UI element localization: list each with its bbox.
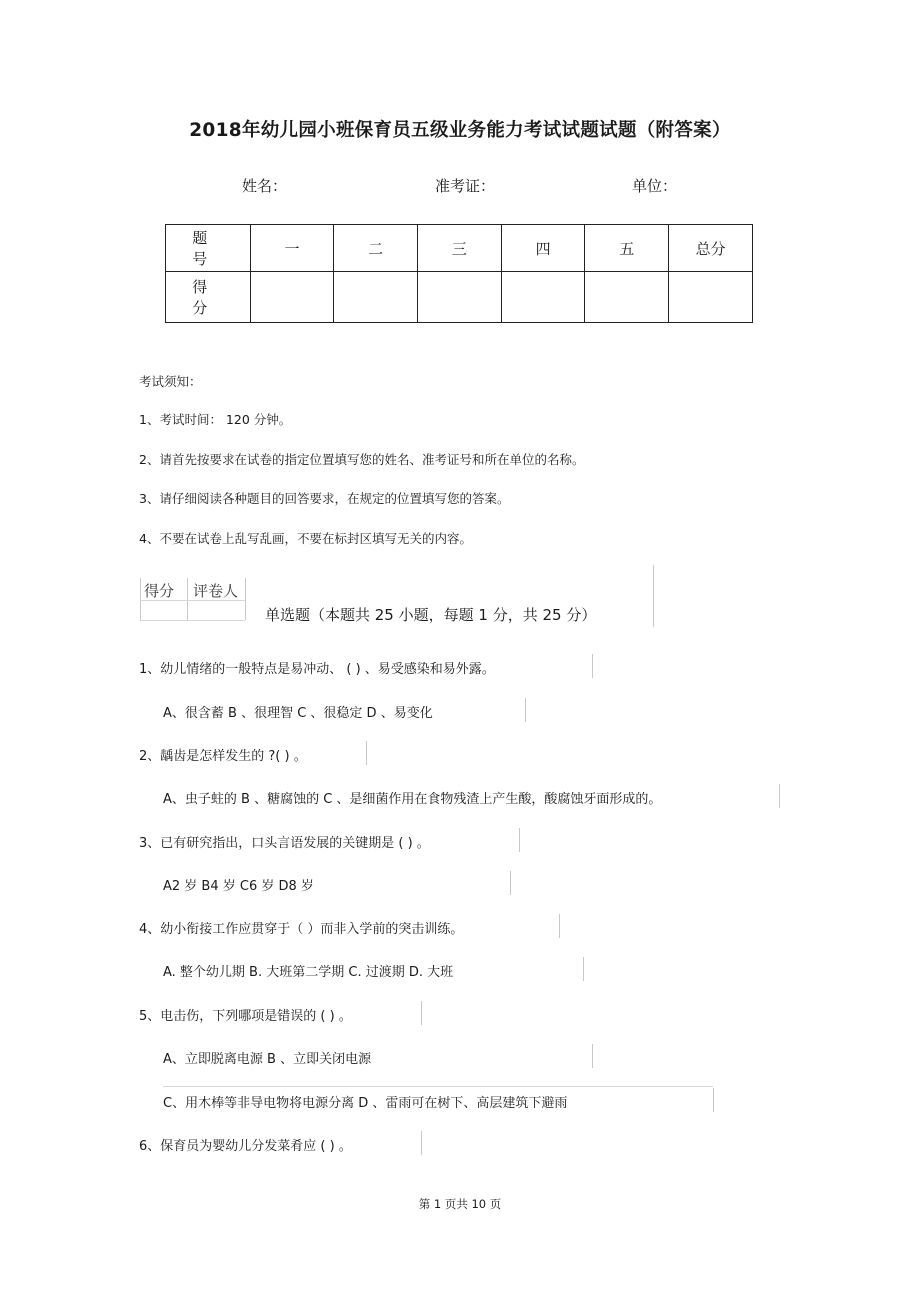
divider	[187, 578, 188, 620]
score-cell[interactable]	[334, 272, 418, 323]
divider	[519, 828, 520, 852]
question-5-option-ab: A、立即脱离电源 B 、立即关闭电源	[163, 1052, 372, 1067]
table-header-cell: 总分	[669, 225, 753, 272]
divider	[559, 914, 560, 938]
section-heading: 单选题（本题共 25 小题，每题 1 分，共 25 分）	[265, 606, 597, 624]
page-footer: 第 1 页共 10 页	[418, 1197, 502, 1211]
divider	[653, 565, 654, 627]
notice-heading: 考试须知：	[139, 374, 202, 389]
divider	[779, 784, 780, 808]
question-3-options: A2 岁 B4 岁 C6 岁 D8 岁	[163, 879, 314, 894]
divider	[140, 578, 141, 620]
divider	[592, 654, 593, 678]
notice-item: 1、考试时间： 120 分钟。	[139, 412, 292, 427]
question-2-options: A、虫子蛀的 B 、糖腐蚀的 C 、是细菌作用在食物残渣上产生酸，酸腐蚀牙面形成的。	[163, 792, 662, 807]
score-cell[interactable]	[501, 272, 585, 323]
divider	[245, 578, 246, 620]
divider	[140, 600, 245, 601]
name-label: 姓名：	[242, 177, 288, 195]
divider	[713, 1088, 714, 1112]
question-1-options: A、很含蓄 B 、很理智 C 、很稳定 D 、易变化	[163, 706, 433, 721]
score-table-score-row	[166, 272, 753, 323]
table-header-cell: 三	[418, 225, 502, 272]
score-table-header-row	[166, 225, 753, 272]
table-row-label: 得 分	[166, 272, 251, 323]
table-header-cell: 一	[250, 225, 334, 272]
divider	[510, 871, 511, 895]
notice-item: 2、请首先按要求在试卷的指定位置填写您的姓名、准考证号和所在单位的名称。	[139, 452, 585, 467]
question-6: 6、保育员为婴幼儿分发菜肴应 ( ) 。	[139, 1139, 352, 1154]
question-5-option-cd: C、用木棒等非导电物将电源分离 D 、雷雨可在树下、高层建筑下避雨	[163, 1096, 568, 1111]
score-cell[interactable]	[418, 272, 502, 323]
score-cell[interactable]	[585, 272, 669, 323]
unit-label: 单位：	[632, 177, 678, 195]
question-5: 5、电击伤，下列哪项是错误的 ( ) 。	[139, 1009, 352, 1024]
table-header-cell: 二	[334, 225, 418, 272]
table-header-cell: 题 号	[166, 225, 251, 272]
table-header-cell: 四	[501, 225, 585, 272]
divider	[366, 741, 367, 765]
divider	[421, 1001, 422, 1025]
divider	[421, 1131, 422, 1155]
score-table	[165, 224, 753, 323]
divider	[592, 1044, 593, 1068]
question-3: 3、已有研究指出，口头言语发展的关键期是 ( ) 。	[139, 836, 430, 851]
exam-title: 2018年幼儿园小班保育员五级业务能力考试试题试题（附答案）	[189, 120, 731, 141]
notice-item: 4、不要在试卷上乱写乱画，不要在标封区填写无关的内容。	[139, 531, 472, 546]
grader-reviewer-label: 评卷人	[193, 582, 239, 600]
divider	[583, 957, 584, 981]
notice-item: 3、请仔细阅读各种题目的回答要求，在规定的位置填写您的答案。	[139, 491, 510, 506]
divider	[140, 620, 245, 621]
question-1: 1、幼儿情绪的一般特点是易冲动、 ( ) 、易受感染和易外露。	[139, 662, 495, 677]
score-cell[interactable]	[250, 272, 334, 323]
question-2: 2、龋齿是怎样发生的 ?( ) 。	[139, 749, 307, 764]
table-header-cell: 五	[585, 225, 669, 272]
question-4: 4、幼小衔接工作应贯穿于（ ）而非入学前的突击训练。	[139, 922, 464, 937]
question-4-options: A. 整个幼儿期 B. 大班第二学期 C. 过渡期 D. 大班	[163, 965, 454, 980]
score-cell[interactable]	[669, 272, 753, 323]
grader-score-label: 得分	[144, 582, 175, 600]
exam-id-label: 准考证：	[435, 177, 496, 195]
divider	[163, 1086, 713, 1087]
divider	[525, 698, 526, 722]
